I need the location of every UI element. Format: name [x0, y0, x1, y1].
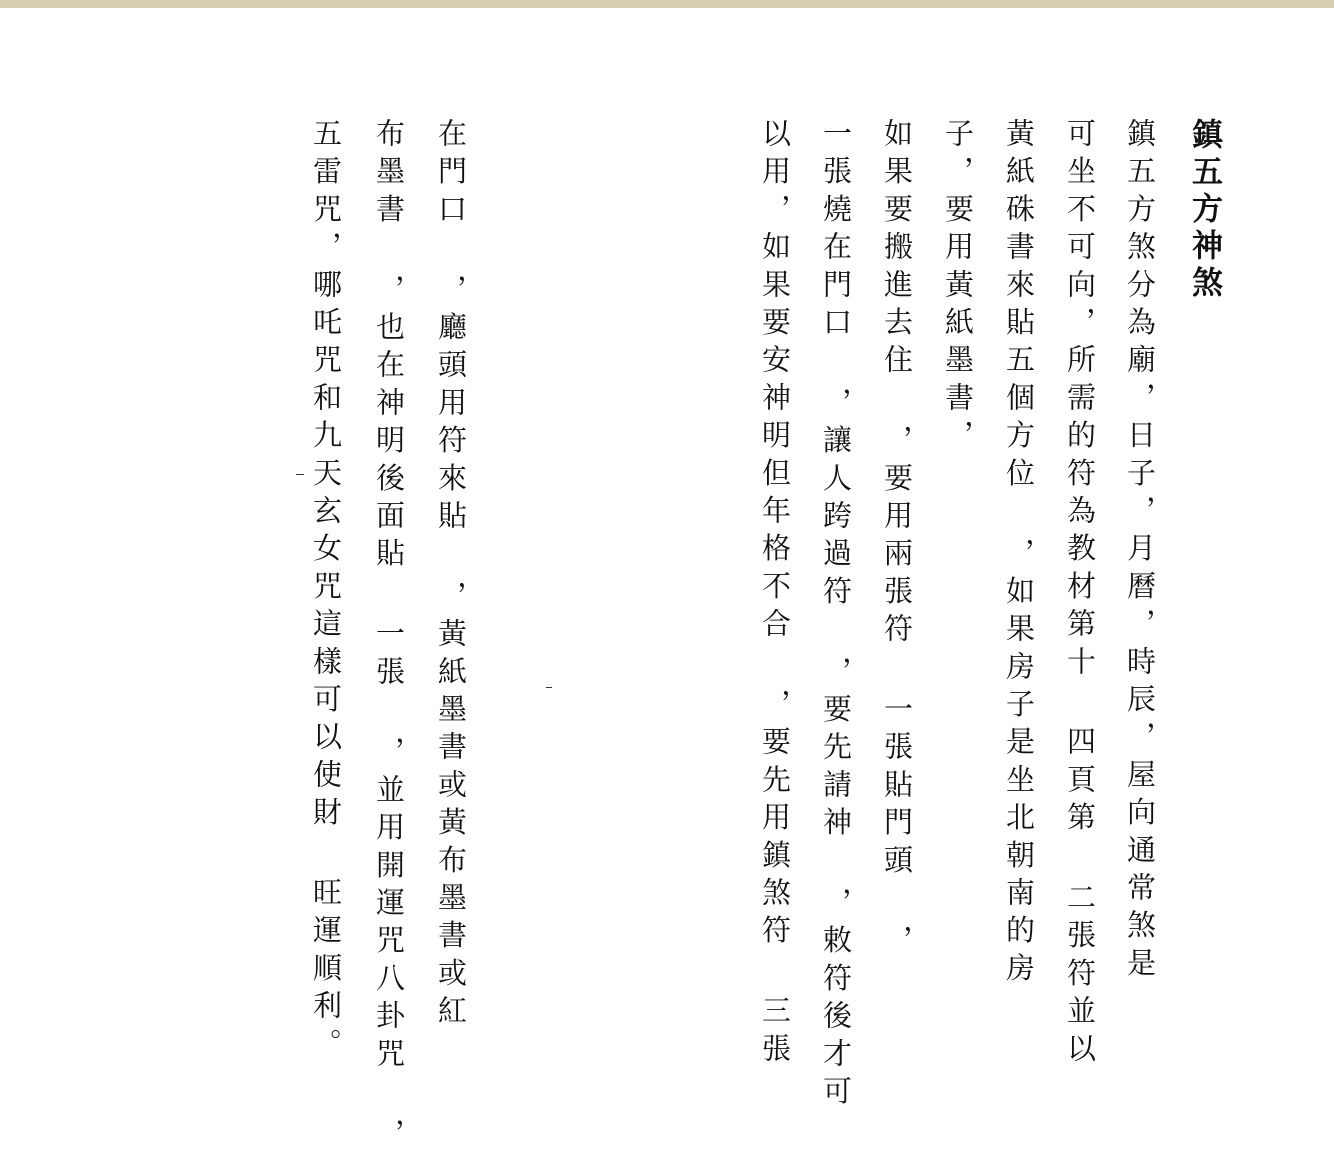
text-column-5: 如果要搬進去住 ，要用兩張符 一張貼門頭 ， [880, 118, 914, 963]
text-column-8: 在門口 ，廳頭用符來貼 ，黃紙墨書或黃布墨書或紅 [434, 118, 468, 1033]
text-column-7: 以用，如果要安神明但年格不合 ，要先用鎮煞符 三張 [758, 118, 792, 1071]
text-column-3: 黃紙硃書來貼五個方位 ，如果房子是坐北朝南的房 [1002, 118, 1036, 991]
text-column-2: 可坐不可向，所需的符為教材第十 四頁第 二張符並以 [1063, 118, 1097, 1071]
text-column-6: 一張燒在門口 ，讓人跨過符 ，要先請神 ，敕符後才可 [819, 118, 853, 1114]
scan-speck [546, 687, 552, 688]
text-column-9: 布墨書 ，也在神明後面貼 一張 ，並用開運咒八卦咒 ， [372, 118, 406, 1156]
text-column-1: 鎮五方煞分為廟，日子，月曆，時辰，屋向通常煞是 [1123, 118, 1157, 986]
text-column-10: 五雷咒，哪吒咒和九天玄女咒這樣可以使財 旺運順利。 [309, 118, 343, 1066]
page-title: 鎮五方神煞 [1186, 118, 1222, 303]
text-column-4: 子，要用黃紙墨書， [941, 118, 975, 458]
scan-speck [296, 474, 304, 475]
